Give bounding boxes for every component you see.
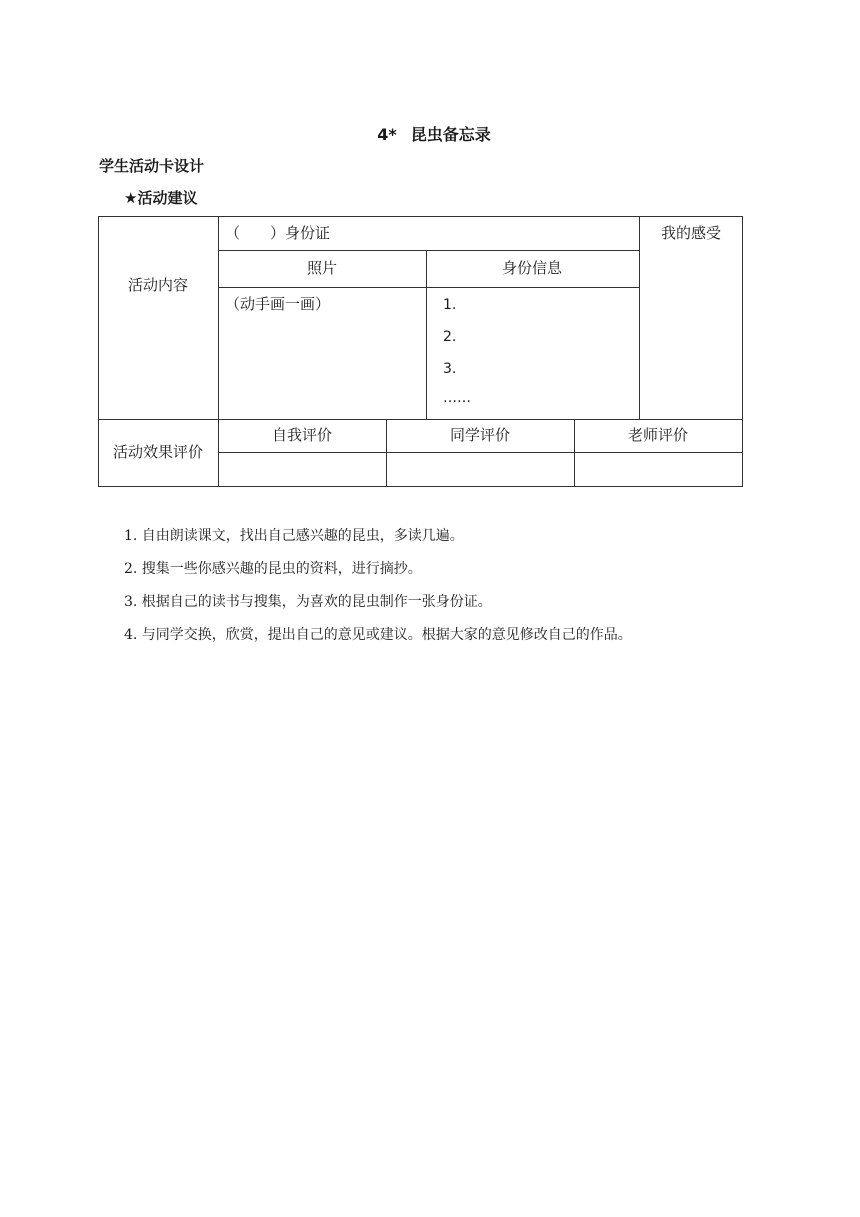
section-heading: 学生活动卡设计 (99, 157, 205, 175)
row-header-content: 活动内容 (127, 276, 189, 294)
table-line (386, 419, 387, 487)
info-item: 1. (443, 297, 457, 313)
teacher-eval-header: 老师评价 (627, 426, 689, 444)
info-item: …… (443, 390, 471, 406)
row-header-eval: 活动效果评价 (112, 443, 204, 461)
activity-subheading: ★活动建议 (124, 189, 198, 207)
table-border-top (98, 216, 743, 217)
table-border-left (98, 216, 99, 487)
self-eval-header: 自我评价 (271, 426, 333, 444)
id-card-label: （ ）身份证 (225, 224, 331, 242)
peer-eval-header: 同学评价 (449, 426, 511, 444)
table-line (218, 250, 639, 251)
table-line (639, 216, 640, 420)
table-line (574, 419, 575, 487)
step-item: 4. 与同学交换，欣赏，提出自己的意见或建议。根据大家的意见修改自己的作品。 (124, 627, 632, 643)
info-item: 3. (443, 361, 457, 377)
step-item: 2. 搜集一些你感兴趣的昆虫的资料，进行摘抄。 (124, 561, 422, 577)
table-line (98, 419, 743, 420)
page-title (0, 122, 860, 145)
table-border-bottom (98, 486, 743, 487)
info-item: 2. (443, 329, 457, 345)
table-border-right (742, 216, 743, 487)
lesson-number: 4* (377, 125, 397, 144)
step-item: 1. 自由朗读课文，找出自己感兴趣的昆虫，多读几遍。 (124, 528, 464, 544)
activity-table (98, 216, 743, 487)
table-line (218, 216, 219, 487)
lesson-title: 昆虫备忘录 (410, 125, 491, 144)
info-header: 身份信息 (501, 259, 563, 277)
table-line (218, 287, 639, 288)
draw-hint: （动手画一画） (225, 295, 331, 313)
table-line (218, 452, 743, 453)
photo-header: 照片 (306, 259, 338, 277)
table-line (426, 250, 427, 420)
feeling-header: 我的感受 (660, 224, 722, 242)
activity-steps (124, 527, 632, 659)
step-item: 3. 根据自己的读书与搜集，为喜欢的昆虫制作一张身份证。 (124, 594, 492, 610)
